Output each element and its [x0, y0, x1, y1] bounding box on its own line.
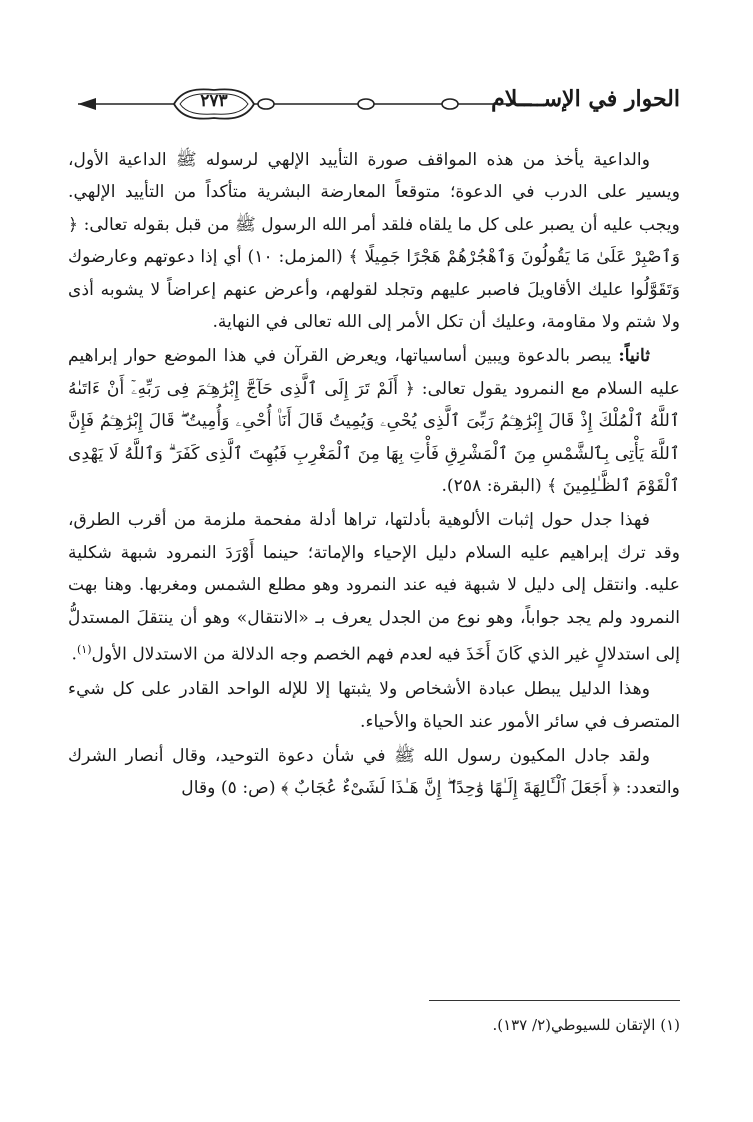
paragraph-3-text: فهذا جدل حول إثبات الألوهية بأدلتها، تراها أدلة مفحمة ملزمة من أقرب الطرق، وقد ترك إبراهيم عليه السلام دليل الإحياء والإماتة؛ حينما أَوْرَدَ النمرود شبهة شكلية عليه. وانتقل إلى دليل لا شبهة فيه عند النمرود وهو مطلع الشمس ومغربها. وهنا بهت النمرود ولم يجد جواباً، وهو نوع من الجدل يعرف بـ «الانتقال» وهو أن ينتقلَ المستدلُّ إلى استدلالٍ غير الذي كَانَ أَخَذَ فيه لعدم فهم الخصم وجه الدلالة من الاستدلال الأول	[68, 510, 680, 665]
paragraph-5: ولقد جادل المكيون رسول الله ﷺ في شأن دعوة التوحيد، وقال أنصار الشرك والتعدد: ﴿ أَجَعَلَ ٱلْـَٔالِهَةَ إِلَـٰهًا وَٰحِدًا ۖ إِنَّ هَـٰذَا لَشَىْءٌ عُجَابٌ ﴾ (ص: ٥) وقال	[68, 746, 680, 799]
paragraph-4: وهذا الدليل يبطل عبادة الأشخاص ولا يثبتها إلا للإله الواحد القادر على كل شيء المتصرف في سائر الأمور عند الحياة والأحياء.	[68, 679, 680, 732]
paragraph-1: والداعية يأخذ من هذه المواقف صورة التأييد الإلهي لرسوله ﷺ الداعية الأول، ويسير على الدرب في الدعوة؛ متوقعاً المعارضة البشرية متأكداً من التأييد الإلهي. ويجب عليه أن يصبر على كل ما يلقاه فلقد أمر الله الرسول ﷺ من قبل بقوله تعالى: ﴿ وَٱصْبِرْ عَلَىٰ مَا يَقُولُونَ وَٱهْجُرْهُمْ هَجْرًا جَمِيلًا ﴾ (المزمل: ١٠) أي إذا دعوتهم وعارضوك وَتَقَوَّلُوا عليك الأقاويلَ فاصبر عليهم وتجلد لقولهم، وأعرض عنهم إعراضاً لا يشوبه أذى ولا شتم ولا مقاومة، وعليك أن تكل الأمر إلى الله تعالى في النهاية.	[68, 150, 680, 333]
header-ornament	[70, 84, 540, 124]
running-header	[70, 84, 680, 124]
footnote: (١) الإتقان للسيوطي(٢/ ١٣٧).	[492, 1016, 680, 1034]
paragraph-2-text: يبصر بالدعوة ويبين أساسياتها، ويعرض القرآن في هذا الموضع حوار إبراهيم عليه السلام مع النمرود يقول تعالى: ﴿ أَلَمْ تَرَ إِلَى ٱلَّذِى حَآجَّ إِبْرَٰهِـۧمَ فِى رَبِّهِۦٓ أَنْ ءَاتَىٰهُ ٱللَّهُ ٱلْمُلْكَ إِذْ قَالَ إِبْرَٰهِـۧمُ رَبِّىَ ٱلَّذِى يُحْىِۦ وَيُمِيتُ قَالَ أَنَا۠ أُحْىِۦ وَأُمِيتُ ۖ قَالَ إِبْرَٰهِـۧمُ فَإِنَّ ٱللَّهَ يَأْتِى بِٱلشَّمْسِ مِنَ ٱلْمَشْرِقِ فَأْتِ بِهَا مِنَ ٱلْمَغْرِبِ فَبُهِتَ ٱلَّذِى كَفَرَ ۗ وَٱللَّهُ لَا يَهْدِى ٱلْقَوْمَ ٱلظَّـٰلِمِينَ ﴾ (البقرة: ٢٥٨).	[68, 346, 680, 497]
main-text	[68, 144, 680, 805]
lead-word: ثانياً:	[618, 346, 650, 367]
page-number: ٢٧٣	[200, 91, 228, 111]
footnote-marker: (١)	[76, 643, 92, 657]
paragraph-2	[68, 340, 680, 502]
header-title: الحوار في الإســــلام	[491, 86, 680, 112]
footnote-divider	[429, 1000, 680, 1001]
paragraph-3: فهذا جدل حول إثبات الألوهية بأدلتها، تراها أدلة مفحمة ملزمة من أقرب الطرق، وقد ترك إبراهيم عليه السلام دليل الإحياء والإماتة؛ حينما أَوْرَدَ النمرود شبهة شكلية عليه. وانتقل إلى دليل لا شبهة فيه عند النمرود وهو مطلع الشمس ومغربها. وهنا بهت النمرود ولم يجد جواباً، وهو نوع من الجدل يعرف بـ «الانتقال» وهو أن ينتقلَ المستدلُّ إلى استدلالٍ غير الذي كَانَ أَخَذَ فيه لعدم فهم الخصم وجه الدلالة من الاستدلال الأول$^{(١)}$.	[68, 510, 680, 665]
